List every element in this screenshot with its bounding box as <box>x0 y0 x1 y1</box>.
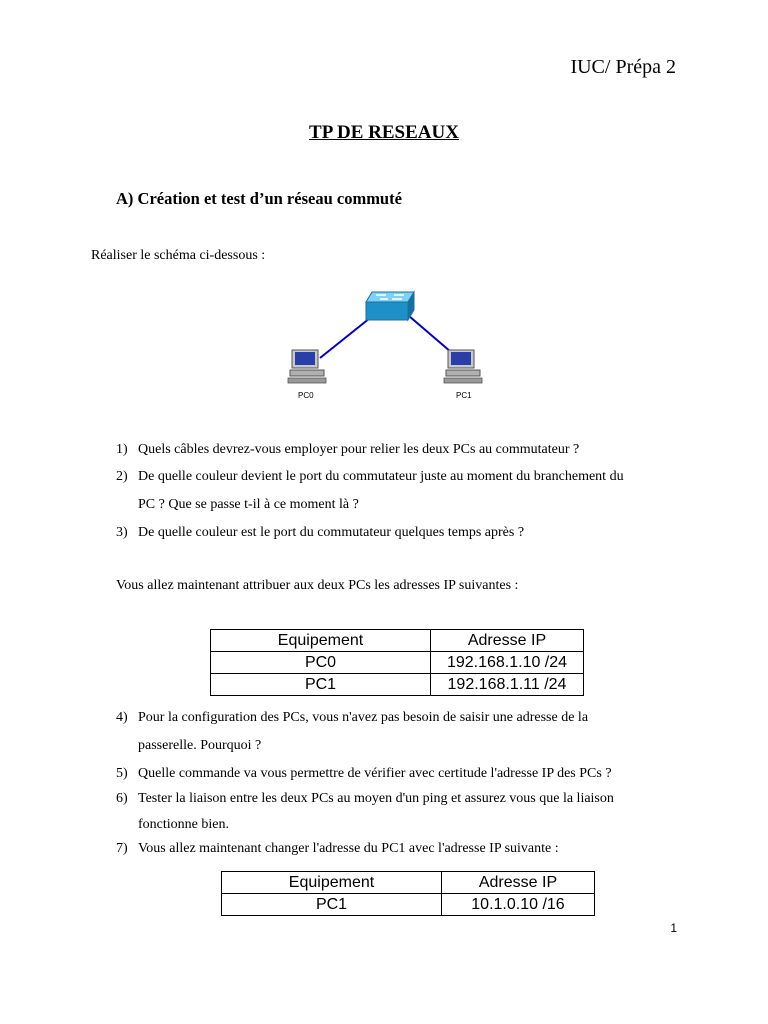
ip-table-2 <box>221 871 595 916</box>
table-row <box>222 894 595 916</box>
table-header: Equipement <box>222 872 442 894</box>
question-text: PC ? Que se passe t-il à ce moment là ? <box>138 497 359 512</box>
ip-table-1 <box>210 629 584 696</box>
page-title: TP DE RESEAUX <box>309 122 459 143</box>
table-cell: 192.168.1.10 /24 <box>431 652 584 674</box>
question-number: 6) <box>116 791 128 806</box>
table-cell: 192.168.1.11 /24 <box>431 674 584 696</box>
table-header: Adresse IP <box>431 630 584 652</box>
pc0-label: PC0 <box>298 391 314 400</box>
question-text: De quelle couleur devient le port du commutateur juste au moment du branchement du <box>138 469 624 484</box>
header-institution: IUC/ Prépa 2 <box>570 56 676 78</box>
question-text: fonctionne bien. <box>138 817 229 832</box>
table-cell: PC0 <box>211 652 431 674</box>
page-number: 1 <box>670 921 677 935</box>
question-number: 7) <box>116 841 128 856</box>
question-text: De quelle couleur est le port du commutateur quelques temps après ? <box>138 525 525 540</box>
question-number: 5) <box>116 766 128 781</box>
table-row <box>211 652 584 674</box>
question-number: 2) <box>116 469 128 484</box>
pc1-icon <box>444 350 482 383</box>
table-header-row <box>222 872 595 894</box>
network-diagram <box>280 280 510 405</box>
table-cell: PC1 <box>222 894 442 916</box>
question-number: 3) <box>116 525 128 540</box>
question-text: Quelle commande va vous permettre de vérifier avec certitude l'adresse IP des PCs ? <box>138 766 612 781</box>
table-header: Equipement <box>211 630 431 652</box>
question-text: passerelle. Pourquoi ? <box>138 738 262 753</box>
question-text: Tester la liaison entre les deux PCs au moyen d'un ping et assurez vous que la liaison <box>138 791 614 806</box>
section-heading: A) Création et test d’un réseau commuté <box>116 189 402 208</box>
question-number: 1) <box>116 442 128 457</box>
table-row <box>211 674 584 696</box>
switch-icon <box>366 292 414 320</box>
question-text: Pour la configuration des PCs, vous n'avez pas besoin de saisir une adresse de la <box>138 710 589 725</box>
question-number: 4) <box>116 710 128 725</box>
question-text: Vous allez maintenant changer l'adresse du PC1 avec l'adresse IP suivante : <box>138 841 559 856</box>
intro-text: Réaliser le schéma ci-dessous : <box>91 248 266 263</box>
table-header: Adresse IP <box>442 872 595 894</box>
table-header-row <box>211 630 584 652</box>
assign-text: Vous allez maintenant attribuer aux deux PCs les adresses IP suivantes : <box>116 578 519 593</box>
pc0-icon <box>288 350 326 383</box>
table-cell: PC1 <box>211 674 431 696</box>
pc1-label: PC1 <box>456 391 472 400</box>
table-cell: 10.1.0.10 /16 <box>442 894 595 916</box>
question-text: Quels câbles devrez-vous employer pour relier les deux PCs au commutateur ? <box>138 442 580 457</box>
